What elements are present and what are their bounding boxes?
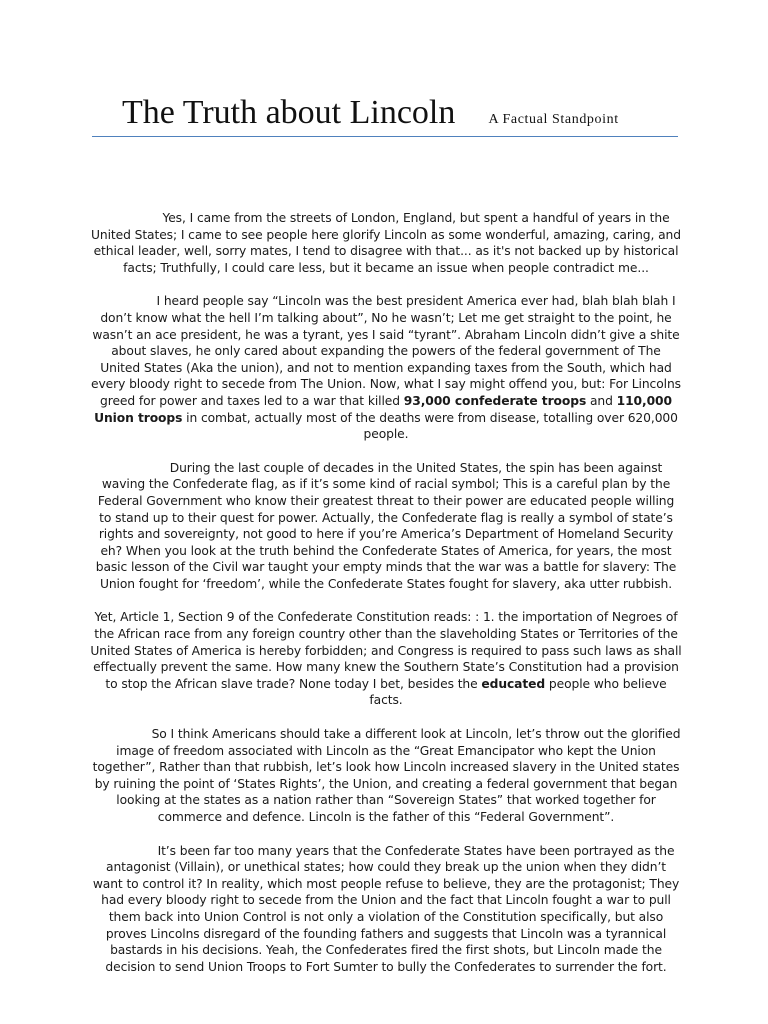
document-body [90,210,682,992]
text-run: So I think Americans should take a different look at Lincoln, let’s throw out the glorified image of freedom associated with Lincoln as the “Great Emancipator who kept the Union together”, Rather than that rubbish, let’s look how Lincoln increased slavery in the United states by ruining the point of ‘States Rights’, the Union, and creating a federal government that began looking at the states as a nation rather than “Sovereign States” that worked together for commerce and defence. Lincoln is the father of this “Federal Government”. [92,727,681,824]
paragraph [90,726,682,826]
text-run: I heard people say “Lincoln was the best president America ever had, blah blah blah I don’t know what the hell I’m talking about”, No he wasn’t; Let me get straight to the point, he wasn’t an ace president, he was a tyrant, yes I said “tyrant”. Abraham Lincoln didn’t give a shite about slaves, he only cared about expanding the powers of the federal government of The United States (Aka the union), and not to mention expanding taxes from the South, which had every bloody right to secede from The Union. Now, what I say might offend you, but: For Lincolns greed for power and taxes led to a war that killed [91,294,681,408]
text-run: in combat, actually most of the deaths were from disease, totalling over 620,000 people. [182,410,678,442]
title-block [122,94,619,132]
paragraph [90,609,682,709]
text-run: people who believe facts. [369,676,667,708]
bold-text-run: 93,000 confederate troops [403,393,587,408]
page-title: The Truth about Lincoln [122,94,456,131]
bold-text-run: 110,000 Union troops [94,393,672,425]
text-run: It’s been far too many years that the Confederate States have been portrayed as the antagonist (Villain), or unethical states; how could they break up the union when they didn’t want to control it? In reality, which most people refuse to believe, they are the protagonist; They had every bloody right to secede from the Union and the fact that Lincoln fought a war to pull them back into Union Control is not only a violation of the Constitution specifically, but also proves Lincolns disregard of the founding fathers and suggests that Lincoln was a tyrannical bastards in his decisions. Yeah, the Confederates fired the first shots, but Lincoln made the decision to send Union Troops to Fort Sumter to bully the Confederates to surrender the fort. [92,843,680,974]
page-subtitle: A Factual Standpoint [488,112,619,127]
text-run: and [586,393,617,408]
paragraph [90,843,682,976]
text-run: During the last couple of decades in the United States, the spin has been against waving the Confederate flag, as if it’s some kind of racial symbol; This is a careful plan by the Federal Government who know their greatest threat to their power are educated people willing to stand up to their quest for power. Actually, the Confederate flag is really a symbol of state’s rights and sovereignty, not good to here if you’re America’s Department of Homeland Security eh? When you look at the truth behind the Confederate States of America, for years, the most basic lesson of the Civil war taught your empty minds that the war was a battle for slavery: The Union fought for ‘freedom’, while the Confederate States fought for slavery, aka utter rubbish. [95,460,677,591]
paragraph [90,460,682,593]
text-run: Yes, I came from the streets of London, England, but spent a handful of years in the United States; I came to see people here glorify Lincoln as some wonderful, amazing, caring, and ethical leader, well, sorry mates, I tend to disagree with that... as it's not backed up by historical facts; Truthfully, I could care less, but it became an issue when people contradict me... [91,211,681,275]
text-run: Yet, Article 1, Section 9 of the Confederate Constitution reads: : 1. the importation of Negroes of the African race from any foreign country other than the slaveholding States or Territories of the United States of America is hereby forbidden; and Congress is required to pass such laws as shall effectually prevent the same. How many knew the Southern State’s Constitution had a provision to stop the African slave trade? None today I bet, besides the [90,610,682,691]
title-divider [92,136,678,137]
paragraph [90,210,682,276]
paragraph [90,293,682,442]
bold-text-run: educated [481,676,546,691]
